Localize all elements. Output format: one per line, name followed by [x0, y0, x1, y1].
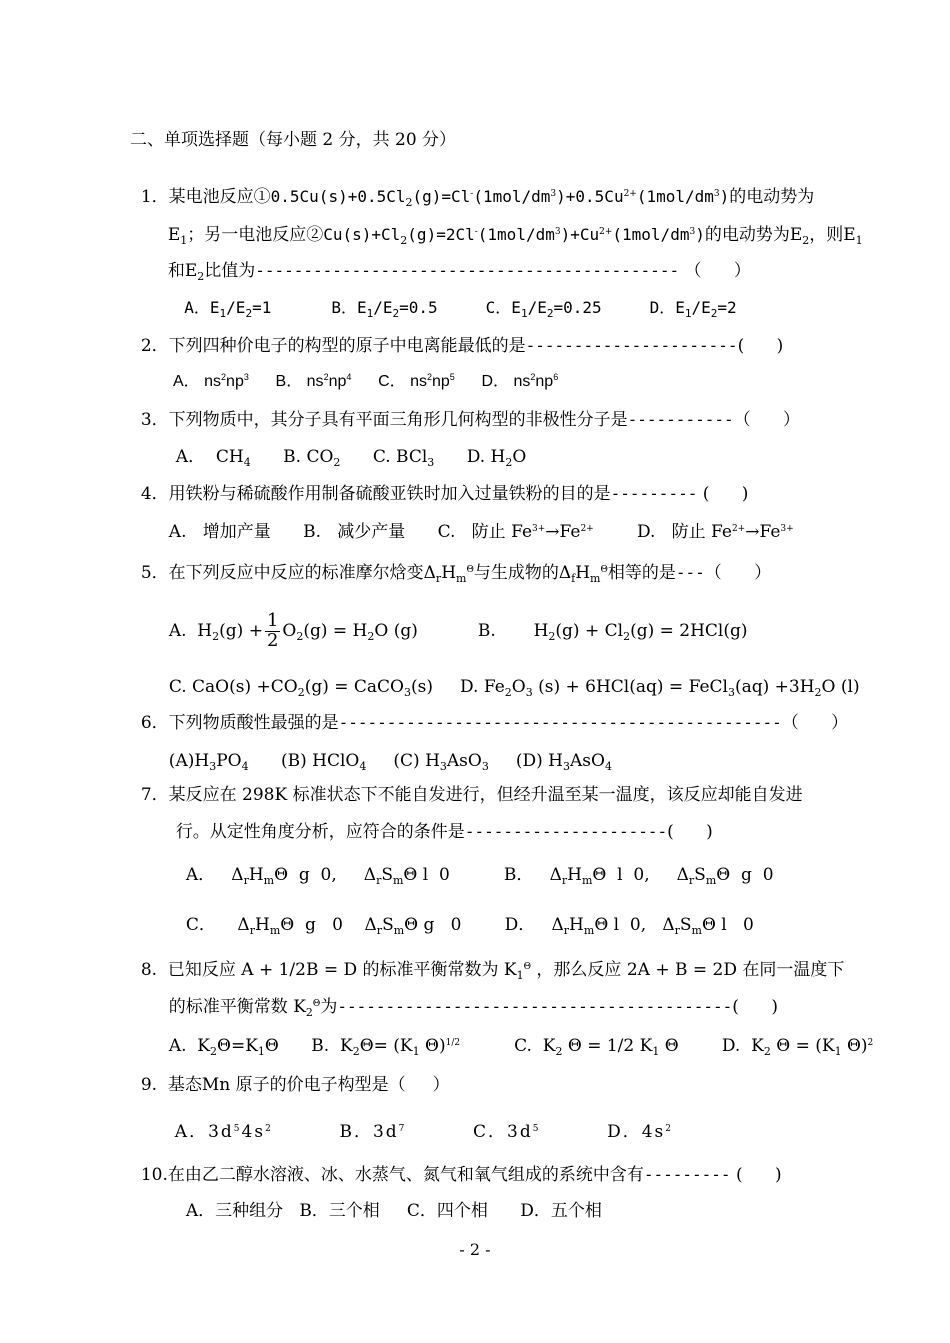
question-10-options: [175, 1186, 602, 1220]
question-9-options: A．$3d^54s^2$ B．$3d^7$ C．$3d^5$ D．$4s^2$: [174, 1122, 673, 1142]
question-4-options: A. 增加产量 B. 减少产量 C. 防止 $Fe^{3+}\to Fe^{2+}$ D. 防止 $Fe^{2+}\to Fe^{3+}$: [168, 522, 794, 542]
question-7-options-cd: [175, 900, 754, 937]
option-c: C． $\Delta_rH_m\Theta$ g 0 $\Delta_rS_m\Theta$ g 0: [185, 915, 462, 937]
question-number: 1．: [140, 187, 169, 207]
question-text: 某电池反应①: [168, 187, 271, 207]
question-7-line-2: 行。从定性角度分析，应符合的条件是---------------------( ): [175, 822, 713, 842]
question-2-options: A． $ns^2np^3$ B． $ns^2np^4$ C． $ns^2np^5$ D． $ns^2np^6$: [173, 372, 559, 390]
question-9: 9. 基态Mn 原子的价电子构型是（ ）: [140, 1075, 450, 1095]
question-5-options-ab: [158, 592, 748, 651]
question-6: 6．下列物质酸性最强的是----------------------------------------------（ ）: [140, 713, 849, 733]
option-c: C．$E_1/E_2=0.25$: [485, 298, 602, 320]
section-title: 二、单项选择题（每小题 2 分，共 20 分）: [130, 130, 457, 150]
option-a: A． $\Delta_rH_m\Theta$ g 0, $\Delta_rS_m\Theta$ l 0: [185, 865, 450, 887]
page-number: - 2 -: [459, 1240, 491, 1259]
question-8-line-1: 8. 已知反应 A + 1/2B = D 的标准平衡常数为 $K_1^\Theta$ ，那么反应 2A + B = 2D 在同一温度下: [140, 960, 845, 982]
option-b: B. $K_2\Theta= (K_1$ Θ)$^{1/2}$: [311, 1036, 461, 1058]
question-5: 5．在下列反应中反应的标准摩尔焓变$\Delta_rH_m^\Theta$与生成物的$\Delta_fH_m^\Theta$相等的是---（ ）: [140, 563, 772, 585]
option-b: B．三个相: [299, 1201, 380, 1221]
question-1-line-3: 和$E_2$比值为-------------------------------------------- （ ）: [167, 261, 751, 283]
question-1-options: [165, 284, 737, 320]
question-1-line-2: $E_1$；另一电池反应$②Cu(s)+Cl_2(g)=2Cl^-(1mol/dm^3)+Cu^{2+}(1mol/dm^3)$的电动势为$E_2$，则$E_1$: [167, 225, 863, 247]
question-7-options-ab: [175, 850, 774, 887]
option-a: A. $K_2\Theta=K_1\Theta$: [168, 1036, 279, 1058]
option-a: A．$E_1/E_2=1$: [184, 298, 272, 320]
option-c: C．四个相: [406, 1201, 488, 1221]
answer-paren: （ ）: [684, 261, 751, 281]
answer-dashes: --------------------------------------------: [255, 261, 680, 280]
question-8-options: [158, 1021, 874, 1058]
question-8-line-2: 的标准平衡常数 $K_2^\Theta$为-----------------------------------------( ): [168, 997, 778, 1019]
option-a: A. $H_2(g)$ + $\frac{1}{2}$ $O_2(g) = H_2O$ (g): [168, 610, 418, 652]
option-c: C. $CaO(s) +CO_2(g)$ = CaCO$_3$(s): [168, 677, 433, 699]
option-b: B. $H_2(g) + Cl_2(g) = 2HCl(g)$: [477, 621, 748, 644]
option-d: D. $Fe_2O_3$ (s) + 6HCl(aq) = FeCl$_3$(aq) $+3H_2O$ (l): [460, 677, 860, 699]
question-2: 2．下列四种价电子的构型的原子中电离能最低的是----------------------( ): [140, 336, 784, 356]
question-7-line-1: 7．某反应在 298K 标准状态下不能自发进行，但经升温至某一温度，该反应却能自发进: [140, 785, 803, 805]
option-d: D．五个相: [520, 1201, 602, 1221]
option-b: B．$E_1/E_2=0.5$: [331, 298, 438, 320]
question-10: 10.在由乙二醇水溶液、冰、水蒸气、氮气和氧气组成的系统中含有--------- ( ): [140, 1165, 782, 1185]
question-5-options-cd: [158, 662, 860, 699]
option-d: D．$E_1/E_2=2$: [649, 298, 737, 320]
option-d: D. $K_2$ $\Theta = (K_1$ Θ)$^2$: [721, 1036, 874, 1058]
option-b: B． $\Delta_rH_m\Theta$ l 0, $\Delta_rS_m\Theta$ g 0: [503, 865, 774, 887]
option-d: D． $\Delta_rH_m\Theta$ l 0, $\Delta_rS_m\Theta$ l 0: [504, 915, 754, 937]
question-3: 3．下列物质中，其分子具有平面三角形几何构型的非极性分子是-----------（ ）: [140, 410, 801, 430]
option-a: A．三种组分: [185, 1201, 284, 1221]
question-3-options: A． $CH_4$ B. $CO_2$ C. BCl$_3$ D. $H_2O$: [175, 447, 527, 469]
question-4: 4．用铁粉与稀硫酸作用制备硫酸亚铁时加入过量铁粉的目的是--------- ( ): [140, 484, 749, 504]
option-c: C. $K_2$ Θ = 1/2 $K_1$ Θ: [514, 1036, 679, 1058]
question-1-line-1: 1．某电池反应$①0.5Cu(s)+0.5Cl_2(g)=Cl^-(1mol/dm^3)+0.5Cu^{2+}(1mol/dm^3)$的电动势为: [140, 187, 815, 209]
question-6-options: $(A)H_3PO_4$ (B) HClO$_4$ (C) $H_3AsO_3$ (D) $H_3AsO_4$: [168, 751, 612, 773]
